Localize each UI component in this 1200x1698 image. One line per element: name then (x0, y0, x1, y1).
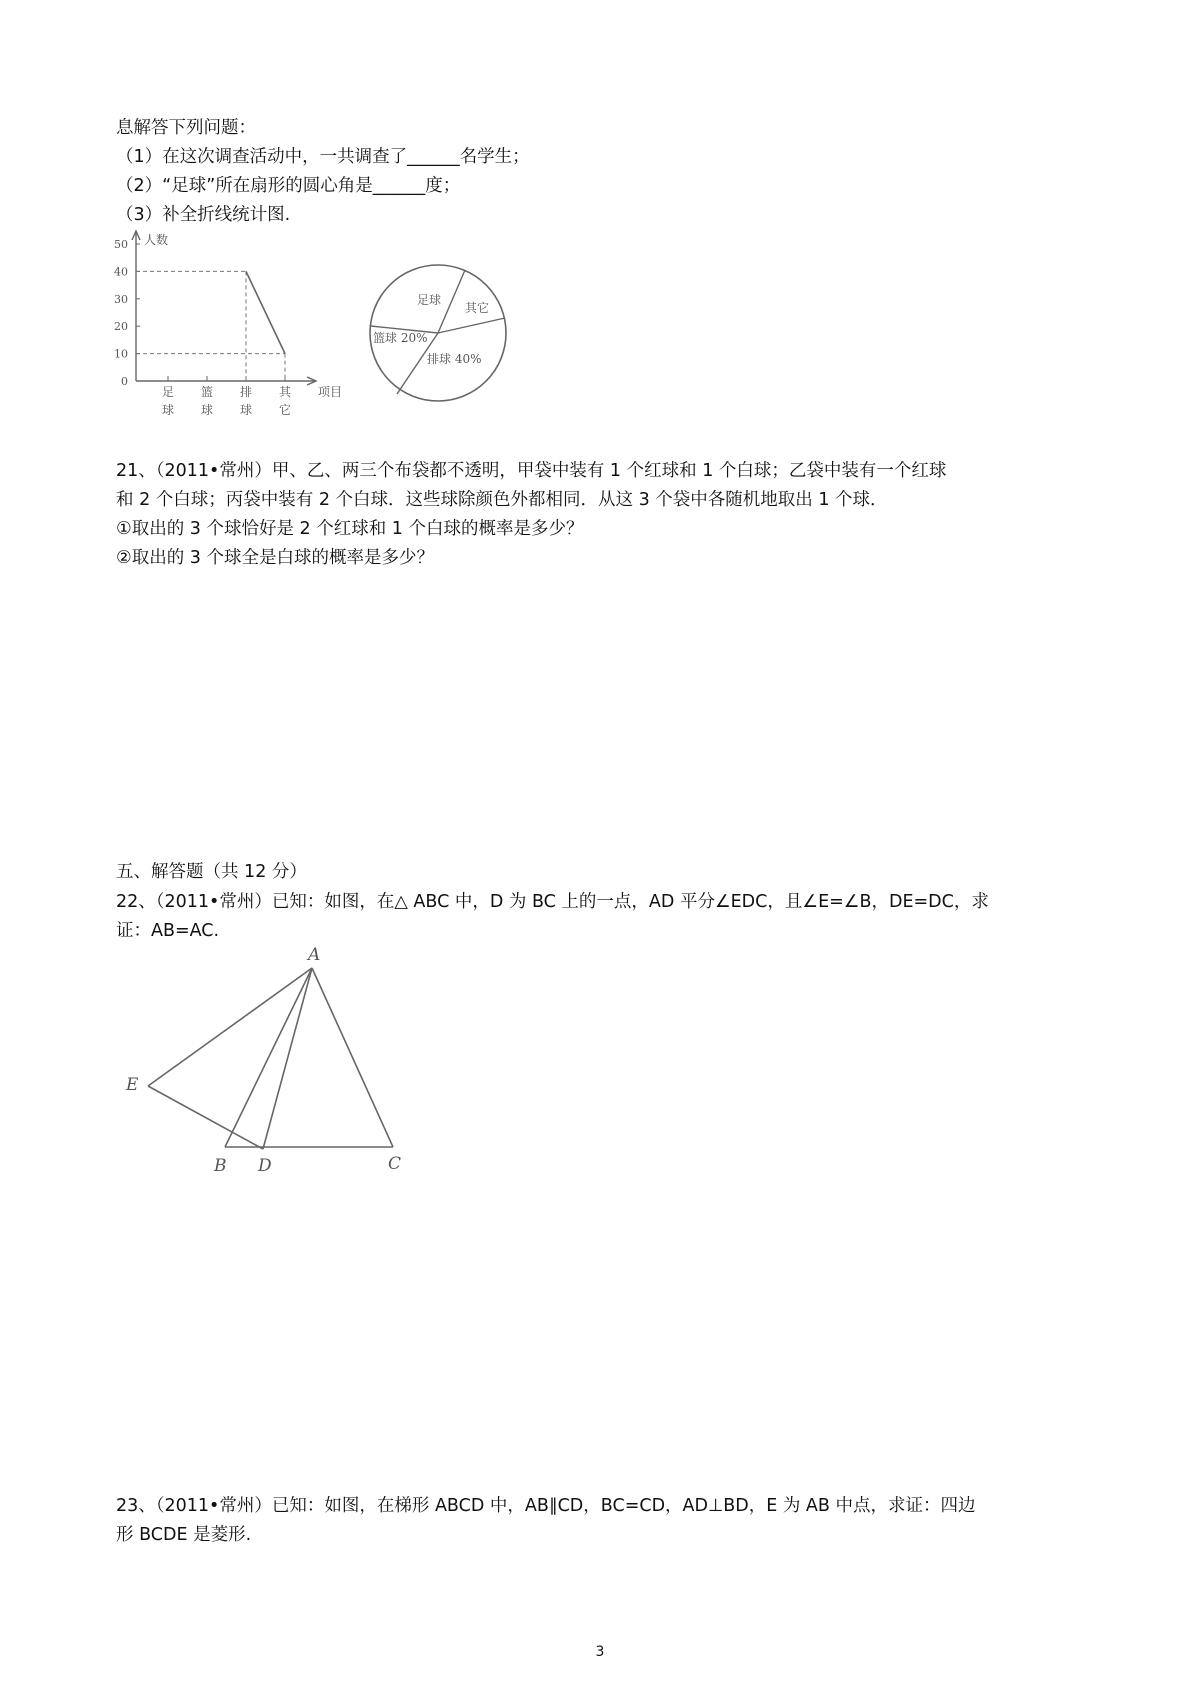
section-5-heading: 五、解答题（共 12 分） (116, 862, 307, 882)
x-tick-label: 排 (239, 385, 253, 399)
x-tick-label: 球 (161, 403, 175, 417)
label-B: B (214, 1156, 227, 1176)
x-tick-label: 球 (200, 403, 214, 417)
segment-AE (148, 968, 312, 1086)
series-line (246, 271, 285, 353)
q21-line-1: 21、（2011•常州）甲、乙、两三个布袋都不透明，甲袋中装有 1 个红球和 1 个白球；乙袋中装有一个红球 (116, 461, 947, 481)
slice-label-football: 足球 (417, 293, 442, 307)
slice-label-basketball: 篮球 20% (373, 331, 428, 345)
q22-line-1: 22、（2011•常州）已知：如图，在△ ABC 中，D 为 BC 上的一点，AD 平分∠EDC，且∠E=∠B，DE=DC，求 (116, 892, 989, 912)
q21-line-4: ②取出的 3 个球全是白球的概率是多少？ (116, 548, 434, 568)
label-E: E (126, 1075, 139, 1095)
page-number: 3 (595, 1644, 605, 1660)
slice-label-volleyball: 排球 40% (427, 352, 482, 366)
x-tick-label: 其 (278, 385, 292, 399)
y-tick-label: 30 (114, 292, 128, 306)
triangle-figure (118, 938, 418, 1186)
y-axis-label: 人数 (144, 233, 169, 247)
q23-line-2: 形 BCDE 是菱形. (116, 1525, 252, 1545)
question-part-1: （1）在这次调查活动中，一共调查了______名学生； (116, 147, 530, 167)
segment-AD (263, 968, 312, 1149)
slice-label-other: 其它 (465, 301, 490, 315)
q21-line-2: 和 2 个白球；丙袋中装有 2 个白球．这些球除颜色外都相同．从这 3 个袋中各随机地取出 1 个球． (116, 490, 888, 510)
x-axis-label: 项目 (318, 385, 343, 399)
q22-line-2: 证：AB=AC. (116, 921, 220, 941)
y-tick-label: 20 (114, 320, 128, 334)
label-A: A (308, 945, 321, 965)
y-tick-label: 40 (114, 265, 128, 279)
line-chart (108, 226, 380, 426)
y-tick-label: 10 (114, 347, 128, 361)
pie-divider-2 (438, 318, 505, 333)
x-tick-label: 足 (161, 385, 175, 399)
segment-AC (312, 968, 393, 1147)
x-tick-label: 篮 (200, 385, 214, 399)
q23-line-1: 23、（2011•常州）已知：如图，在梯形 ABCD 中，AB∥CD，BC=CD，AD⊥BD，E 为 AB 中点，求证：四边 (116, 1496, 976, 1516)
segment-AB (225, 968, 312, 1147)
y-tick-label: 50 (114, 238, 128, 251)
segment-ED (148, 1086, 263, 1149)
question-part-2: （2）“足球”所在扇形的圆心角是______度； (116, 176, 461, 196)
q21-line-3: ①取出的 3 个球恰好是 2 个红球和 1 个白球的概率是多少？ (116, 519, 584, 539)
question-part-3: （3）补全折线统计图. (116, 205, 291, 225)
text-line-1: 息解答下列问题： (116, 118, 256, 138)
y-tick-label: 0 (121, 375, 128, 388)
pie-divider-1 (438, 270, 465, 333)
label-C: C (388, 1154, 402, 1174)
x-tick-label: 球 (239, 403, 253, 417)
pie-chart (365, 260, 515, 408)
label-D: D (258, 1156, 272, 1176)
x-tick-label: 它 (278, 403, 292, 417)
